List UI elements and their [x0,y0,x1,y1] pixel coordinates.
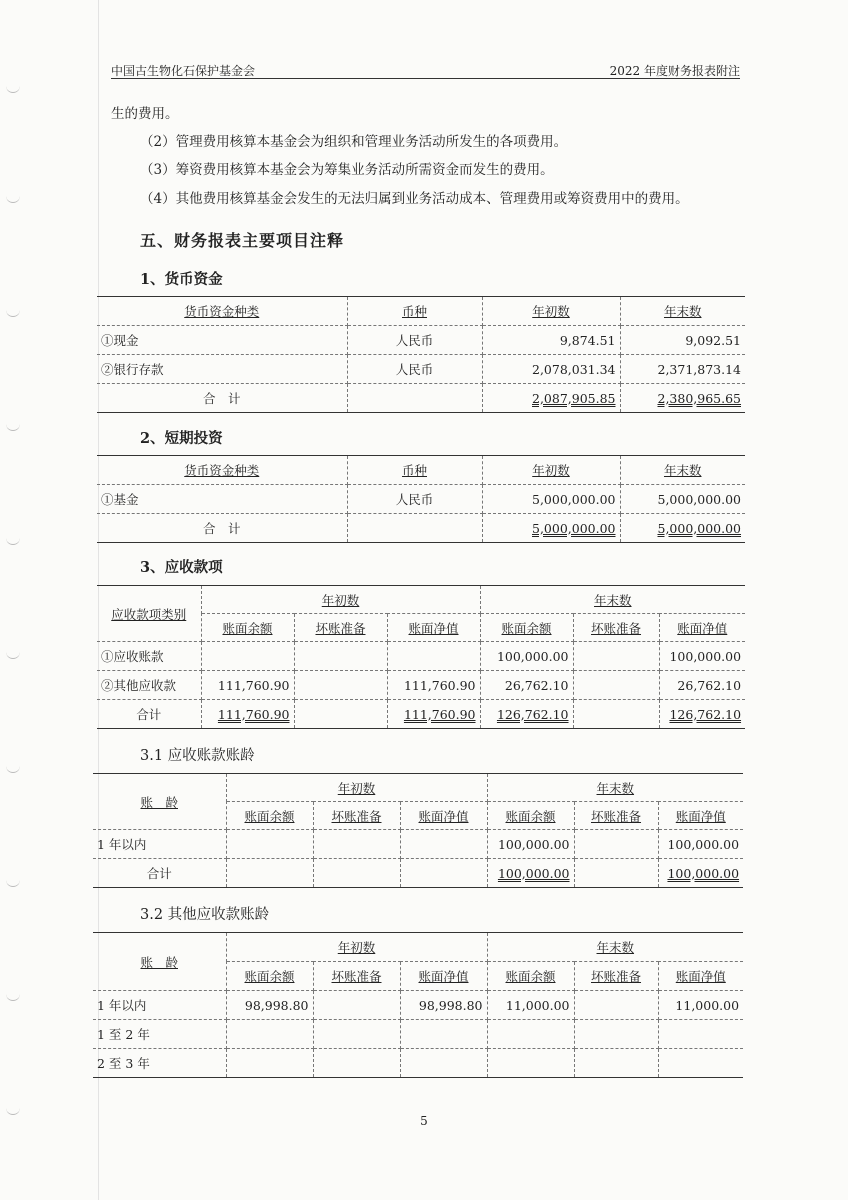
column-header: 账面余额 [487,962,574,991]
table-cell: 合计 [93,859,226,888]
binding-hole-mark [6,196,20,203]
table-cell: 111,760.90 [201,671,294,700]
table-cell: 合计 [97,700,201,729]
binding-hole-mark [6,994,20,1001]
column-header: 账面余额 [226,802,313,830]
table-row [93,830,743,859]
column-header: 账面余额 [487,802,574,830]
paragraph: （3）筹资费用核算本基金会为筹集业务活动所需资金而发生的费用。 [140,162,554,178]
table-row [97,671,745,700]
table-cell: 合 计 [97,514,347,543]
binding-hole-mark [6,880,20,887]
table-cell: 98,998.80 [226,991,313,1020]
section-title: 五、财务报表主要项目注释 [140,231,345,250]
binding-hole-mark [6,310,20,317]
table-cell [226,1049,313,1078]
table-cell [313,859,400,888]
table-cell [201,642,294,671]
row-header: 账 龄 [93,933,226,991]
table-cell [226,859,313,888]
column-header: 坏账准备 [313,802,400,830]
table-cell: 111,760.90 [387,700,480,729]
table-row [93,1049,743,1078]
column-header: 坏账准备 [574,802,658,830]
table-cell: ①现金 [97,326,347,355]
table-cell: 2,380,965.65 [620,384,745,413]
header-doc-title: 2022 年度财务报表附注 [609,64,740,78]
group-header: 年初数 [226,774,487,802]
table-cell [226,830,313,859]
table-cell: 111,760.90 [201,700,294,729]
table-cell [658,1020,743,1049]
table-cell: 5,000,000.00 [482,485,620,514]
table-cell [313,991,400,1020]
table-cell: 100,000.00 [487,830,574,859]
table-cell: 126,762.10 [659,700,745,729]
column-header: 币种 [347,297,482,326]
binding-hole-mark [6,86,20,93]
paragraph: 生的费用。 [111,106,179,122]
table-cell: ①基金 [97,485,347,514]
table-cell: 1 至 2 年 [93,1020,226,1049]
page-header [111,62,740,79]
table-row [97,485,745,514]
group-header: 年末数 [480,586,745,614]
column-header: 账面净值 [658,962,743,991]
table-cell: 人民币 [347,355,482,384]
table-cell [347,384,482,413]
group-header: 年末数 [487,774,743,802]
binding-hole-mark [6,538,20,545]
table-cell: 98,998.80 [400,991,487,1020]
table-cell: 126,762.10 [480,700,573,729]
table-cell [400,1049,487,1078]
table-cell [313,1049,400,1078]
table-cell: 100,000.00 [658,859,743,888]
table-cell [487,1049,574,1078]
table-cell [400,830,487,859]
table-title: 1、货币资金 [140,271,223,288]
column-header: 坏账准备 [294,614,387,642]
table-cell: 5,000,000.00 [482,514,620,543]
short-investment-table [97,455,745,543]
table-cell [573,671,659,700]
receivables-table [97,585,745,729]
table-cell [347,514,482,543]
paragraph: （4）其他费用核算基金会发生的无法归属到业务活动成本、管理费用或筹资费用中的费用。 [140,191,689,207]
table-cell: 2 至 3 年 [93,1049,226,1078]
table-cell [313,1020,400,1049]
table-cell: ①应收账款 [97,642,201,671]
table-total-row [97,384,745,413]
table-row [93,991,743,1020]
table-cell: 26,762.10 [659,671,745,700]
column-header: 账面余额 [226,962,313,991]
table-cell: 9,092.51 [620,326,745,355]
table-cell [574,830,658,859]
table-cell: 100,000.00 [480,642,573,671]
header-org: 中国古生物化石保护基金会 [111,64,256,78]
table-cell [573,642,659,671]
column-header: 年末数 [620,456,745,485]
table-total-row [93,859,743,888]
column-header: 货币资金种类 [97,456,347,485]
table-cell: 111,760.90 [387,671,480,700]
table-cell: 9,874.51 [482,326,620,355]
table-cell: ②银行存款 [97,355,347,384]
table-cell: 100,000.00 [658,830,743,859]
table-cell [294,671,387,700]
table-cell [574,859,658,888]
table-cell: 人民币 [347,326,482,355]
table-cell: 1 年以内 [93,991,226,1020]
table-cell: 合 计 [97,384,347,413]
column-header: 账面余额 [201,614,294,642]
table-cell [400,859,487,888]
table-cell: 11,000.00 [658,991,743,1020]
column-header: 坏账准备 [573,614,659,642]
table-cell: 5,000,000.00 [620,485,745,514]
table-title: 3.2 其他应收款账龄 [140,907,270,923]
receivable-aging-table [93,773,743,888]
table-cell [294,642,387,671]
column-header: 账面净值 [659,614,745,642]
column-header: 账面净值 [658,802,743,830]
table-cell [400,1020,487,1049]
paragraph: （2）管理费用核算本基金会为组织和管理业务活动所发生的各项费用。 [140,134,568,150]
table-row [97,326,745,355]
table-cell: 人民币 [347,485,482,514]
table-cell: 5,000,000.00 [620,514,745,543]
group-header: 年初数 [201,586,480,614]
column-header: 货币资金种类 [97,297,347,326]
group-header: 年初数 [226,933,487,962]
table-cell: 2,371,873.14 [620,355,745,384]
table-total-row [97,700,745,729]
column-header: 账面余额 [480,614,573,642]
table-row [93,1020,743,1049]
table-cell: 1 年以内 [93,830,226,859]
table-cell [294,700,387,729]
cash-table [97,296,745,413]
column-header: 账面净值 [400,802,487,830]
other-receivable-aging-table [93,932,743,1078]
column-header: 年初数 [482,297,620,326]
table-cell: 100,000.00 [659,642,745,671]
table-cell [387,642,480,671]
column-header: 账面净值 [400,962,487,991]
table-cell: 11,000.00 [487,991,574,1020]
table-cell [226,1020,313,1049]
table-cell [658,1049,743,1078]
column-header: 年末数 [620,297,745,326]
table-cell: 2,078,031.34 [482,355,620,384]
table-total-row [97,514,745,543]
column-header: 币种 [347,456,482,485]
group-header: 年末数 [487,933,743,962]
table-cell [573,700,659,729]
binding-hole-mark [6,424,20,431]
table-title: 3、应收款项 [140,559,223,576]
table-cell: 26,762.10 [480,671,573,700]
column-header: 年初数 [482,456,620,485]
table-title: 2、短期投资 [140,430,223,447]
column-header: 坏账准备 [574,962,658,991]
page-number: 5 [420,1114,428,1128]
table-cell [313,830,400,859]
table-cell [574,1020,658,1049]
table-cell [574,1049,658,1078]
table-row [97,642,745,671]
binding-hole-mark [6,652,20,659]
column-header: 坏账准备 [313,962,400,991]
binding-hole-mark [6,766,20,773]
table-row [97,355,745,384]
table-cell [574,991,658,1020]
table-cell: 2,087,905.85 [482,384,620,413]
column-header: 账面净值 [387,614,480,642]
table-title: 3.1 应收账款账龄 [140,748,255,764]
table-cell: 100,000.00 [487,859,574,888]
row-header: 应收款项类别 [97,586,201,642]
row-header: 账 龄 [93,774,226,830]
table-cell [487,1020,574,1049]
table-cell: ②其他应收款 [97,671,201,700]
